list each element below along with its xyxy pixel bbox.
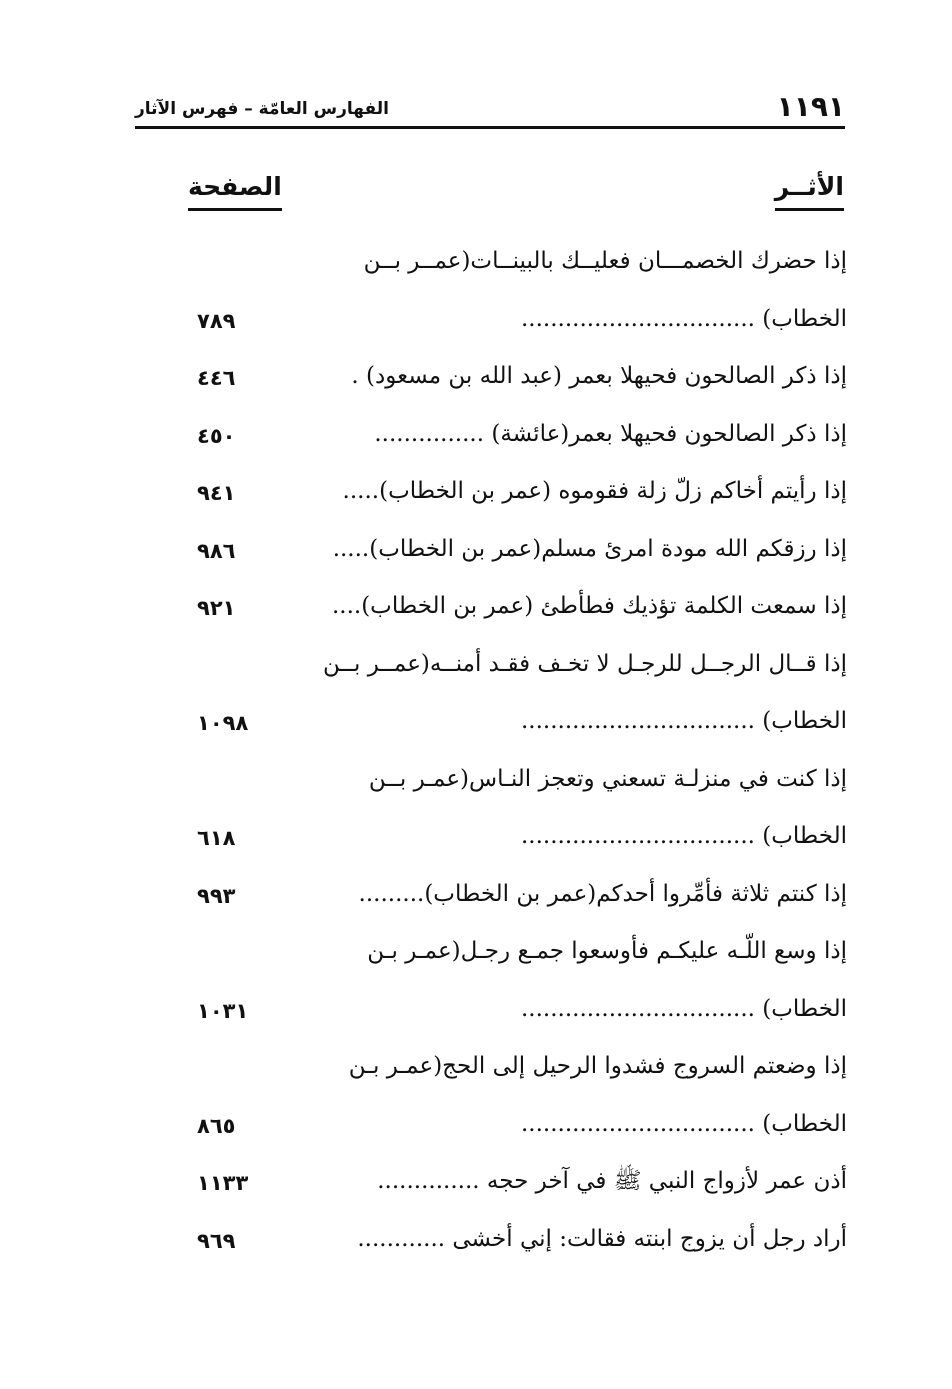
index-line — [107, 235, 847, 293]
index-line — [107, 408, 847, 466]
page-reference: ٩٢١ — [197, 596, 236, 620]
page-reference: ٨٦٥ — [197, 1113, 236, 1138]
page-number: ١١٩١ — [776, 90, 845, 123]
entry-text: أراد رجل أن يزوج ابنته فقالت: إني أخشى ............ — [357, 1225, 847, 1252]
index-line — [107, 293, 847, 351]
index-line — [107, 810, 847, 868]
entry-text: إذا قــال الرجــل للرجـل لا تخـف فقـد أمنــه(عمــر بــن — [323, 650, 847, 677]
page-reference: ٦١٨ — [197, 826, 236, 850]
entry-text: إذا وسع اللّـه عليكـم فأوسعوا جمـع رجـل(عمـر بـن — [367, 938, 847, 964]
page-reference: ٩٦٩ — [197, 1228, 236, 1253]
index-line — [107, 868, 847, 926]
page-reference: ٩٩٣ — [197, 883, 236, 908]
athar-index-list — [107, 235, 847, 1270]
page-reference: ١٠٣١ — [197, 998, 249, 1023]
page-reference: ٩٨٦ — [197, 538, 236, 563]
entry-text: إذا كنت في منزلـة تسعني وتعجز النـاس(عمـر بــن — [368, 765, 847, 792]
entry-text: الخطاب) ................................ — [520, 995, 847, 1022]
page-reference: ٤٤٦ — [197, 366, 236, 390]
entry-text: أذن عمر لأزواج النبي ﷺ في آخر حجه .............. — [377, 1168, 847, 1194]
column-heading-page: الصفحة — [188, 168, 282, 211]
entry-text: الخطاب) ................................ — [520, 305, 847, 332]
index-line — [107, 983, 847, 1041]
entry-text: إذا سمعت الكلمة تؤذيك فطأطئ (عمر بن الخطاب).... — [331, 593, 847, 619]
index-line — [107, 1155, 847, 1213]
index-line — [107, 925, 847, 983]
page-reference: ٩٤١ — [197, 481, 236, 505]
index-line — [107, 1040, 847, 1098]
entry-text: إذا رأيتم أخاكم زلّ زلة فقوموه (عمر بن الخطاب)..... — [342, 478, 847, 504]
index-line — [107, 1213, 847, 1271]
entry-text: إذا وضعتم السروج فشدوا الرحيل إلى الحج(عمـر بـن — [348, 1053, 847, 1079]
running-header — [135, 92, 845, 129]
entry-text: إذا كنتم ثلاثة فأمِّروا أحدكم(عمر بن الخطاب)......... — [358, 880, 847, 907]
page-reference: ٧٨٩ — [197, 308, 236, 333]
column-heading-athar: الأثــر — [775, 168, 844, 211]
entry-text: إذا ذكر الصالحون فحيهلا بعمر(عائشة) ............... — [374, 420, 847, 447]
index-line — [107, 1098, 847, 1156]
index-line — [107, 465, 847, 523]
running-title: الفهارس العامّة – فهرس الآثار — [135, 99, 389, 119]
entry-text: الخطاب) ................................ — [520, 708, 847, 734]
page-reference: ١٠٩٨ — [197, 711, 249, 735]
entry-text: الخطاب) ................................ — [520, 823, 847, 849]
index-line — [107, 580, 847, 638]
index-line — [107, 695, 847, 753]
index-line — [107, 753, 847, 811]
index-line — [107, 350, 847, 408]
entry-text: إذا حضرك الخصمـــان فعليــك بالبينــات(عمــر بــن — [363, 248, 847, 274]
entry-text: إذا ذكر الصالحون فحيهلا بعمر (عبد الله بن مسعود) . — [351, 363, 847, 389]
page-reference: ١١٣٣ — [197, 1171, 249, 1195]
entry-text: الخطاب) ................................ — [520, 1110, 847, 1137]
page-reference: ٤٥٠ — [197, 423, 236, 448]
entry-text: إذا رزقكم الله مودة امرئ مسلم(عمر بن الخطاب)..... — [332, 535, 847, 562]
index-line — [107, 638, 847, 696]
index-line — [107, 523, 847, 581]
